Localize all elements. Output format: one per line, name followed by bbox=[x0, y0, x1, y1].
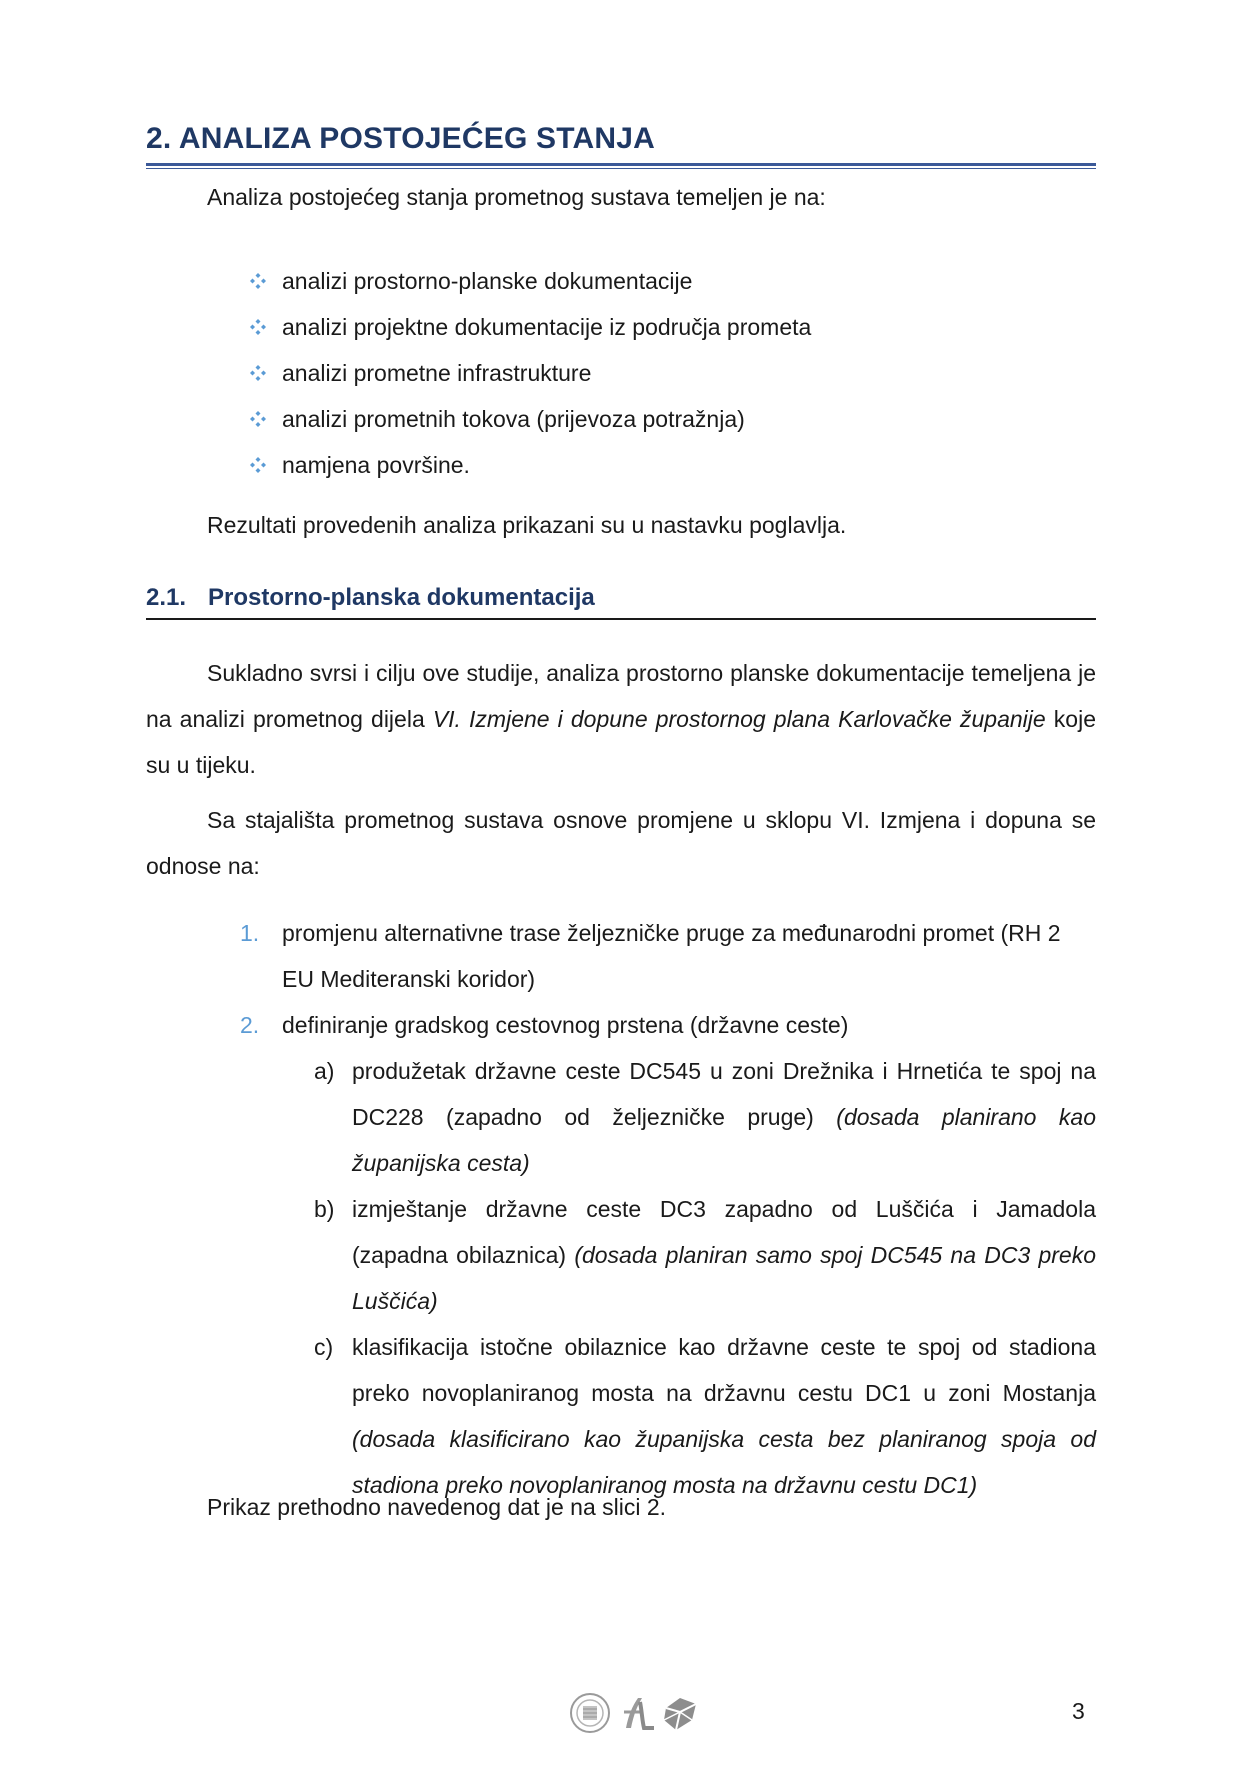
bullet-text: analizi prometnih tokova (prijevoza potražnja) bbox=[282, 406, 745, 432]
bullet-text: analizi prometne infrastrukture bbox=[282, 360, 592, 386]
sub-item-label: c) bbox=[314, 1334, 334, 1360]
item-text: definiranje gradskog cestovnog prstena (državne ceste) bbox=[282, 1012, 849, 1038]
list-item bbox=[240, 910, 1096, 1002]
closing-paragraph: Prikaz prethodno navedenog dat je na slici 2. bbox=[207, 1494, 667, 1520]
list-item bbox=[246, 258, 1096, 304]
section-heading bbox=[146, 584, 1096, 612]
chapter-number: 2. bbox=[146, 122, 172, 155]
plan-title-italic: VI. Izmjene i dopune prostornog plana Karlovačke županije bbox=[432, 706, 1046, 732]
page-number: 3 bbox=[1072, 1698, 1085, 1724]
numbered-list bbox=[240, 910, 1096, 1508]
crystal-logo-icon bbox=[664, 1698, 696, 1730]
footer-logos bbox=[568, 1690, 708, 1736]
faculty-logo-icon bbox=[624, 1698, 654, 1728]
footer-logo-group bbox=[568, 1690, 708, 1736]
sub-list bbox=[314, 1048, 1096, 1508]
bullet-text: analizi prostorno-planske dokumentacije bbox=[282, 268, 693, 294]
sub-list-item: b) izmještanje državne ceste DC3 zapadno od Luščića i Jamadola (zapadna obilaznica) (dosada planiran samo spoj DC545 na DC3 preko Luščića) bbox=[318, 1186, 1096, 1324]
chapter-heading bbox=[146, 122, 1096, 156]
bullet-list bbox=[246, 258, 1096, 488]
body-paragraph-1: Sukladno svrsi i cilju ove studije, analiza prostorno planske dokumentacije temeljena je na analizi prometnog dijela VI. Izmjene i dopune prostornog plana Karlovačke županije koje su u tijeku. bbox=[146, 660, 1096, 778]
results-paragraph: Rezultati provedenih analiza prikazani su u nastavku poglavlja. bbox=[207, 512, 847, 538]
sub-list-item: a) produžetak državne ceste DC545 u zoni Drežnika i Hrnetića te spoj na DC228 (zapadno od željezničke pruge) (dosada planirano kao županijska cesta) bbox=[318, 1048, 1096, 1186]
diamond-bullet-icon bbox=[246, 396, 270, 442]
chapter-title: ANALIZA POSTOJEĆEG STANJA bbox=[178, 122, 656, 155]
item-text: promjenu alternativne trase željezničke pruge za međunarodni promet (RH 2 EU Mediteranski koridor) bbox=[282, 920, 1061, 992]
section-number: 2.1. bbox=[146, 584, 187, 611]
diamond-bullet-icon bbox=[246, 304, 270, 350]
diamond-bullet-icon bbox=[246, 258, 270, 304]
bullet-text: analizi projektne dokumentacije iz područja prometa bbox=[282, 314, 812, 340]
heading-rule-thick bbox=[146, 163, 1096, 166]
item-number: 2. bbox=[240, 1012, 260, 1038]
diamond-bullet-icon bbox=[246, 442, 270, 488]
sub-item-label: a) bbox=[314, 1058, 335, 1084]
list-item bbox=[246, 442, 1096, 488]
intro-paragraph: Analiza postojećeg stanja prometnog sustava temeljen je na: bbox=[207, 184, 826, 210]
list-item bbox=[240, 1002, 1096, 1048]
list-item bbox=[246, 304, 1096, 350]
section-title: Prostorno-planska dokumentacija bbox=[208, 584, 595, 611]
diamond-bullet-icon bbox=[246, 350, 270, 396]
sub-item-label: b) bbox=[314, 1196, 335, 1222]
body-paragraph-2: Sa stajališta prometnog sustava osnove promjene u sklopu VI. Izmjena i dopuna se odnose na: bbox=[146, 807, 1096, 879]
university-seal-icon bbox=[571, 1694, 609, 1732]
heading-rule-thin bbox=[146, 168, 1096, 169]
list-item bbox=[246, 350, 1096, 396]
sub-list-item: c) klasifikacija istočne obilaznice kao državne ceste te spoj od stadiona preko novoplaniranog mosta na državnu cestu DC1 u zoni Mostanja (dosada klasificirano kao županijska cesta bez planiranog spoja od stadiona preko novoplaniranog mosta na državnu cestu DC1) bbox=[318, 1324, 1096, 1508]
section-rule bbox=[146, 618, 1096, 620]
bullet-text: namjena površine. bbox=[282, 452, 470, 478]
item-number: 1. bbox=[240, 920, 260, 946]
list-item bbox=[246, 396, 1096, 442]
